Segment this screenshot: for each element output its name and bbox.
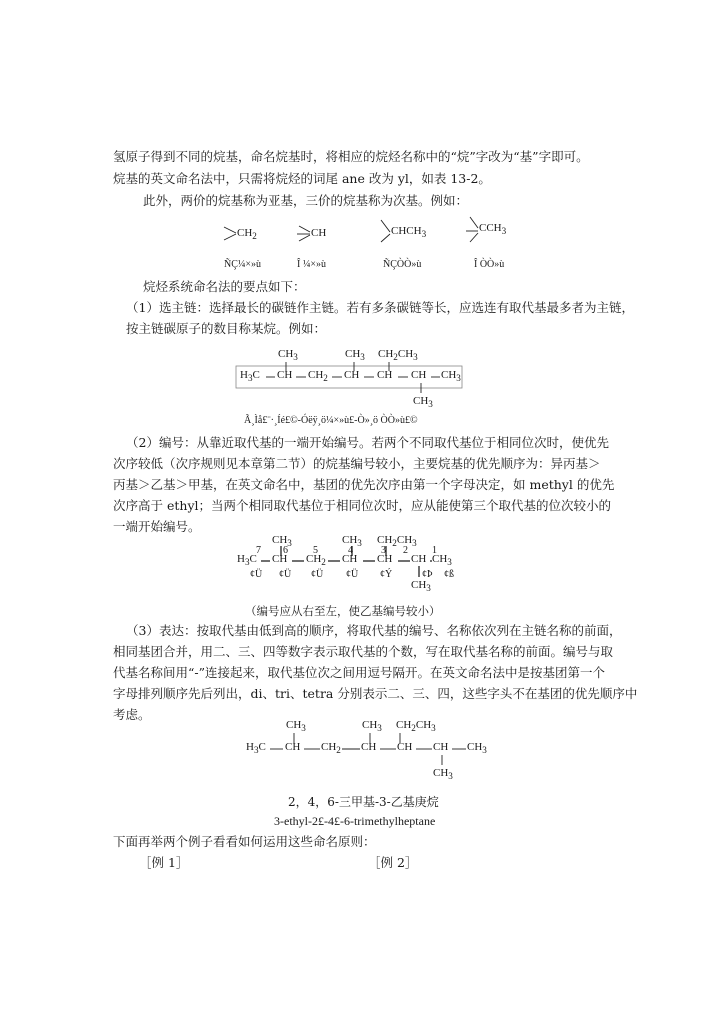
locant-label: ¢Ü <box>250 569 263 580</box>
example-label: ［例 2］ <box>368 855 418 870</box>
paragraph-line: 下面再举两个例子看看如何运用这些命名原则： <box>113 834 376 849</box>
substituent-ethyl: $CH_2CH_3$ <box>396 719 436 734</box>
locant-label: ¢Ü <box>279 569 292 580</box>
chain-ch2: $CH_2$ <box>321 741 341 756</box>
substituent-ch3: $CH_3$ <box>345 348 365 363</box>
chain-ch: CH <box>342 553 358 565</box>
paragraph-line: 此外，两价的烷基称为亚基，三价的烷基称为次基。例如： <box>143 193 469 208</box>
locant-label: ¢Ý <box>380 569 393 580</box>
substituent-ethyl: $CH_2CH_3$ <box>378 348 418 363</box>
iupac-name-cn: 2，4，6-三甲基-3-乙基庚烷 <box>288 795 439 809</box>
radical-label: Î ÒÒ»ù <box>474 259 505 270</box>
paragraph-line: 丙基＞乙基＞甲基，在英文命名中，基团的优先次序由第一个字母决定，如 methyl 的优先 <box>113 477 615 492</box>
locant-label: ¢Þ <box>422 569 433 580</box>
paragraph-line: 次序较低（次序规则见本章第二节）的烷基编号较小，主要烷基的优先顺序为：异丙基＞ <box>113 456 601 471</box>
chain-ch: CH <box>344 369 360 381</box>
substituent-ch3: $CH_3$ <box>278 348 298 363</box>
chain-ch: CH <box>433 741 449 753</box>
paragraph-line: 氢原子得到不同的烷基，命名烷基时，将相应的烷烃名称中的“烷”字改为“基”字即可。 <box>113 149 589 164</box>
substituent-ch3: $CH_3$ <box>342 534 362 549</box>
chain-number: 3 <box>381 545 386 556</box>
chain-number: 7 <box>256 545 261 556</box>
radical-formula: $CCH_3$ <box>479 222 507 237</box>
iupac-name-en: 3-ethyl-2£-4£-6-trimethylheptane <box>274 814 436 828</box>
chain-ch: CH <box>397 741 413 753</box>
structure2-caption: （编号应从右至左，使乙基编号较小） <box>245 604 441 618</box>
locant-label: ¢Ü <box>346 569 359 580</box>
paragraph-line: （3）表达：按取代基由低到高的顺序，将取代基的编号、名称依次列在主链名称的前面， <box>126 623 622 638</box>
chain-ch: CH <box>361 741 377 753</box>
paragraph-line: （2）编号：从靠近取代基的一端开始编号。若两个不同取代基位于相同位次时，使优先 <box>126 435 609 450</box>
chain-ch: CH <box>272 553 288 565</box>
chain-number: 6 <box>283 545 288 556</box>
locant-label: ¢ß <box>444 569 454 580</box>
substituent-ch3: $CH_3$ <box>433 767 453 782</box>
chain-number: 5 <box>313 545 318 556</box>
chain-ch3: $CH_3$ <box>467 741 487 756</box>
main-chain: $H_3C$ <box>240 369 260 384</box>
chain-ch: CH <box>411 369 427 381</box>
paragraph-line: 按主链碳原子的数目称某烷。例如： <box>126 321 327 336</box>
radical-label: Î ¼×»ù <box>297 259 326 270</box>
paragraph-line: 一端开始编号。 <box>113 519 201 534</box>
chain-ch: CH <box>285 741 301 753</box>
paragraph-line: 烷烃系统命名法的要点如下： <box>143 279 306 294</box>
main-chain: $H_3C$ <box>237 553 257 568</box>
chain-ch2: $CH_2$ <box>306 553 326 568</box>
chain-ch2: $CH_2$ <box>308 369 328 384</box>
paragraph-line: 字母排列顺序先后列出，di、tri、tetra 分别表示二、三、四，这些字头不在基团的优先顺序中 <box>113 686 638 701</box>
main-chain: $H_3C$ <box>246 741 266 756</box>
substituent-ethyl: $CH_2CH_3$ <box>377 534 417 549</box>
chain-ch3: $CH_3$ <box>432 553 452 568</box>
locant-label: ¢Ü <box>311 569 324 580</box>
substituent-ch3: $CH_3$ <box>413 395 433 410</box>
paragraph-line: 烷基的英文命名法中，只需将烷烃的词尾 ane 改为 yl，如表 13-2。 <box>113 171 491 186</box>
substituent-ch3: $CH_3$ <box>272 534 292 549</box>
substituent-ch3: $CH_3$ <box>411 579 431 594</box>
chain-ch: CH <box>377 553 393 565</box>
paragraph-line: （1）选主链：选择最长的碳链作主链。若有多条碳链等长，应选连有取代基最多者为主链， <box>126 300 634 315</box>
structure1-caption: Ã¸Ìå£¨·¸Íé£©-Óëÿ¸ö¼×»ù£-Ò»¸ö ÒÒ»ù£© <box>244 415 418 426</box>
chain-ch3: $CH_3$ <box>441 369 461 384</box>
paragraph-line: 次序高于 ethyl；当两个相同取代基位于相同位次时，应从能使第三个取代基的位次较小的 <box>113 498 612 513</box>
chain-number: 2 <box>403 545 408 556</box>
chain-ch: CH <box>411 553 427 565</box>
chain-ch: CH <box>377 369 393 381</box>
substituent-ch3: $CH_3$ <box>362 719 382 734</box>
paragraph-line: 考虑。 <box>113 707 151 722</box>
chain-number: 4 <box>348 545 353 556</box>
substituent-ch3: $CH_3$ <box>286 719 306 734</box>
paragraph-line: 代基名称间用“-”连接起来，取代基位次之间用逗号隔开。在英文命名法中是按基团第一个 <box>113 665 606 680</box>
radical-formula: CH <box>311 227 327 239</box>
example-label: ［例 1］ <box>139 855 189 870</box>
chain-ch: CH <box>277 369 293 381</box>
paragraph-line: 相同基团合并，用二、三、四等数字表示取代基的个数，写在取代基名称的前面。编号与取 <box>113 644 614 659</box>
chain-number: 1 <box>432 545 437 556</box>
radical-formula: $CH_2$ <box>237 227 257 242</box>
radical-label: ÑÇ¼×»ù <box>224 259 262 270</box>
radical-label: ÑÇÒÒ»ù <box>383 259 422 270</box>
radical-formula: $CHCH_3$ <box>391 225 427 240</box>
